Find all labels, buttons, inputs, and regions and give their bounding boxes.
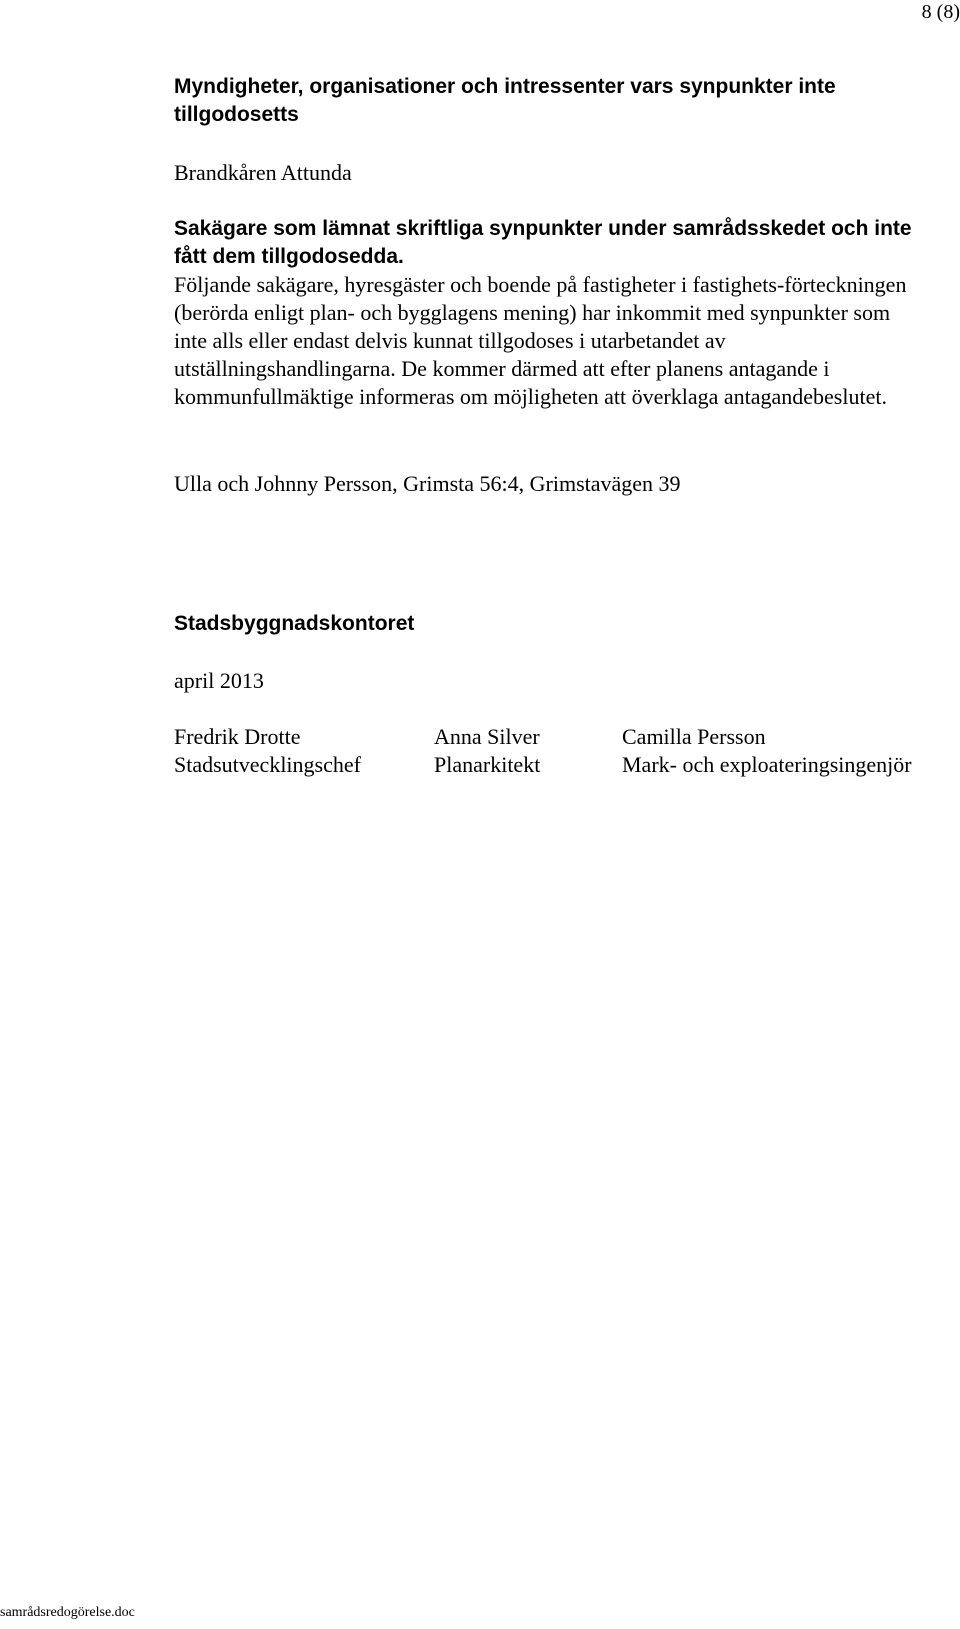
signatory-1 xyxy=(174,723,361,779)
signatory-title: Stadsutvecklingschef xyxy=(174,752,361,777)
section-owners-body: Följande sakägare, hyresgäster och boende på fastigheter i fastighets-förteckningen (berörda enligt plan- och bygglagens mening) har inkommit med synpunkter som inte alls eller endast delvis kunnat tillgodoses i utarbetandet av utställningshandlingarna. De kommer därmed att efter planens antagande i kommunfullmäktige informeras om möjligheten att överklaga antagandebeslutet. xyxy=(174,272,907,409)
document-date: april 2013 xyxy=(174,668,264,693)
signatory-3 xyxy=(622,723,912,779)
section-heading-opponents: Myndigheter, organisationer och intressenter vars synpunkter inte tillgodosetts xyxy=(174,75,836,126)
page-number: 8 (8) xyxy=(921,1,960,23)
signatory-name: Camilla Persson xyxy=(622,724,766,749)
signatory-name: Anna Silver xyxy=(434,724,540,749)
footer-filename: samrådsredogörelse.doc xyxy=(0,1605,135,1620)
section-owners xyxy=(174,215,914,411)
signatory-title: Mark- och exploateringsingenjör xyxy=(622,752,912,777)
section-heading-owners: Sakägare som lämnat skriftliga synpunkter under samrådsskedet och inte fått dem tillgodosedda. xyxy=(174,217,912,268)
signatory-title: Planarkitekt xyxy=(434,752,541,777)
opponent-entry: Brandkåren Attunda xyxy=(174,160,352,185)
signatory-2 xyxy=(434,723,540,779)
office-heading: Stadsbyggnadskontoret xyxy=(174,612,415,635)
owner-entry: Ulla och Johnny Persson, Grimsta 56:4, Grimstavägen 39 xyxy=(174,471,681,496)
signatory-name: Fredrik Drotte xyxy=(174,724,301,749)
